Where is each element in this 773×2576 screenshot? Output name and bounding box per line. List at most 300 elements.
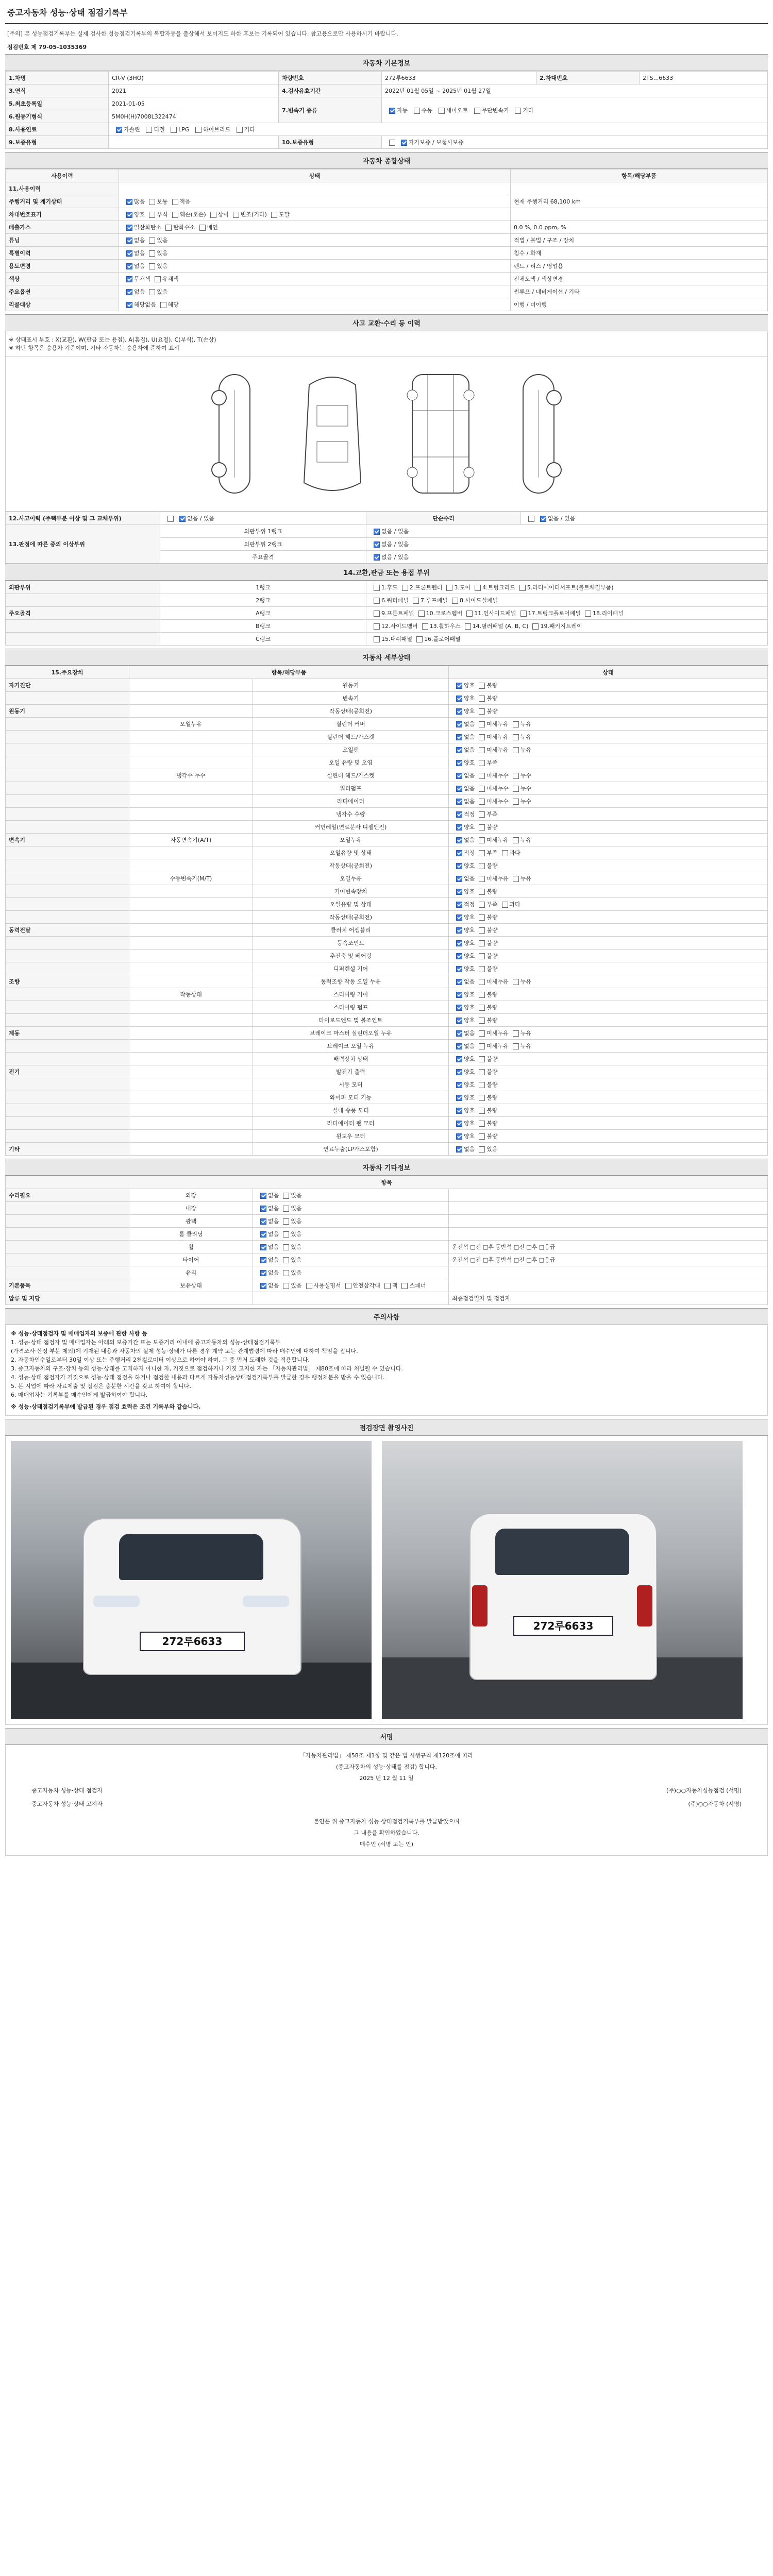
option-label: 없음 xyxy=(464,772,475,779)
checkbox-icon[interactable] xyxy=(374,554,380,561)
row-label: 리콜대상 xyxy=(6,298,119,311)
detail-subgroup xyxy=(129,1001,253,1014)
checkbox-icon[interactable] xyxy=(374,585,380,591)
checkbox-icon[interactable] xyxy=(271,212,277,218)
detail-item: 시동 모터 xyxy=(253,1078,449,1091)
value-engine-type: 5M0H(H)7008L322474 xyxy=(109,110,279,123)
checkbox-icon[interactable] xyxy=(456,1018,462,1024)
checkbox-icon[interactable] xyxy=(513,773,519,779)
checkbox-icon[interactable] xyxy=(479,1082,485,1088)
checkbox-icon[interactable] xyxy=(479,837,485,843)
basic-info-table xyxy=(5,71,768,149)
buyer-signature[interactable]: 매수인 (서명 또는 인) xyxy=(359,1841,414,1848)
option-label: 16.플로어패널 xyxy=(424,636,461,642)
table-row xyxy=(6,1241,768,1253)
checkbox-icon[interactable] xyxy=(439,108,445,114)
checkbox-icon[interactable] xyxy=(465,623,471,630)
checkbox-icon[interactable] xyxy=(126,212,132,218)
checkbox-icon[interactable] xyxy=(456,914,462,921)
checkbox-icon[interactable] xyxy=(237,127,243,133)
checkbox-icon[interactable] xyxy=(519,585,526,591)
checkbox-icon[interactable] xyxy=(456,773,462,779)
option-label: 없음 xyxy=(464,785,475,792)
detail-status xyxy=(449,872,768,885)
table-row xyxy=(6,285,768,298)
checkbox-icon[interactable] xyxy=(479,1018,485,1024)
option-label: 17.트렁크플로어패널 xyxy=(528,610,581,617)
checkbox-icon[interactable] xyxy=(260,1218,266,1225)
checkbox-icon[interactable] xyxy=(456,1095,462,1101)
section-accident-history: 사고 교환·수리 등 이력 xyxy=(5,314,768,331)
checkbox-icon[interactable] xyxy=(456,1030,462,1037)
detail-group xyxy=(6,937,129,950)
row-label: 튜닝 xyxy=(6,234,119,247)
sign-text: 「자동차관리법」 제58조 제1항 및 같은 법 시행규칙 제120조에 따라 xyxy=(299,1752,474,1759)
notes-box xyxy=(5,1325,768,1416)
table-row xyxy=(6,859,768,872)
checkbox-icon[interactable] xyxy=(345,1283,351,1289)
checkbox-icon[interactable] xyxy=(446,585,452,591)
table-row xyxy=(6,950,768,962)
checkbox-icon[interactable] xyxy=(479,721,485,727)
rank-value xyxy=(366,538,768,551)
checkbox-icon[interactable] xyxy=(283,1270,289,1276)
checkbox-icon[interactable] xyxy=(149,263,155,269)
detail-subgroup xyxy=(129,743,253,756)
option-label: 19.패키지트레이 xyxy=(540,623,582,630)
detail-group xyxy=(6,808,129,821)
detail-status xyxy=(449,795,768,808)
checkbox-icon[interactable] xyxy=(479,760,485,766)
checkbox-icon[interactable] xyxy=(149,212,155,218)
checkbox-icon[interactable] xyxy=(513,734,519,740)
checkbox-icon[interactable] xyxy=(520,611,527,617)
checkbox-icon[interactable] xyxy=(540,516,546,522)
checkbox-icon[interactable] xyxy=(502,902,508,908)
label-warranty-type: 10.보증유형 xyxy=(279,136,382,149)
checkbox-icon[interactable] xyxy=(456,927,462,934)
detail-item: 윈도우 모터 xyxy=(253,1130,449,1143)
checkbox-icon[interactable] xyxy=(456,1146,462,1153)
option-label: 불량 xyxy=(486,1120,498,1127)
detail-status xyxy=(449,1053,768,1065)
checkbox-icon[interactable] xyxy=(479,914,485,921)
other-status xyxy=(253,1189,449,1202)
checkbox-icon[interactable] xyxy=(513,747,519,753)
checkbox-icon[interactable] xyxy=(283,1283,289,1289)
table-row xyxy=(6,273,768,285)
checkbox-icon[interactable] xyxy=(149,238,155,244)
checkbox-icon[interactable] xyxy=(528,516,534,522)
detail-status xyxy=(449,692,768,705)
checkbox-icon[interactable] xyxy=(374,598,380,604)
checkbox-icon[interactable] xyxy=(513,1030,519,1037)
checkbox-icon[interactable] xyxy=(260,1244,266,1250)
checkbox-icon[interactable] xyxy=(479,708,485,715)
checkbox-icon[interactable] xyxy=(513,786,519,792)
checkbox-icon[interactable] xyxy=(260,1231,266,1238)
checkbox-icon[interactable] xyxy=(532,623,539,630)
checkbox-icon[interactable] xyxy=(456,863,462,869)
option-label: 적정 xyxy=(464,901,475,908)
checkbox-icon[interactable] xyxy=(479,953,485,959)
checkbox-icon[interactable] xyxy=(479,747,485,753)
checkbox-icon[interactable] xyxy=(513,876,519,882)
checkbox-icon[interactable] xyxy=(283,1257,289,1263)
table-row xyxy=(6,756,768,769)
checkbox-icon[interactable] xyxy=(456,824,462,831)
value-vin: 2TS...6633 xyxy=(640,72,768,84)
table-row xyxy=(6,208,768,221)
detail-group xyxy=(6,1014,129,1027)
detail-subgroup xyxy=(129,1143,253,1156)
detail-group xyxy=(6,756,129,769)
checkbox-icon[interactable] xyxy=(456,1082,462,1088)
checkbox-icon[interactable] xyxy=(479,1121,485,1127)
checkbox-icon[interactable] xyxy=(172,199,178,205)
checkbox-icon[interactable] xyxy=(389,108,395,114)
checkbox-icon[interactable] xyxy=(479,786,485,792)
detail-subgroup xyxy=(129,1091,253,1104)
detail-status xyxy=(449,782,768,795)
checkbox-icon[interactable] xyxy=(260,1270,266,1276)
option-label: 적정 xyxy=(464,811,475,818)
detail-group xyxy=(6,795,129,808)
other-status xyxy=(253,1279,449,1292)
checkbox-icon[interactable] xyxy=(199,225,206,231)
detail-group xyxy=(6,846,129,859)
checkbox-icon[interactable] xyxy=(479,992,485,998)
checkbox-icon[interactable] xyxy=(502,850,508,856)
checkbox-icon[interactable] xyxy=(401,1283,408,1289)
checkbox-icon[interactable] xyxy=(479,1005,485,1011)
option-label: 없음 xyxy=(268,1205,279,1212)
row-label: 주행거리 및 계기상태 xyxy=(6,195,119,208)
checkbox-icon[interactable] xyxy=(585,611,591,617)
checkbox-icon[interactable] xyxy=(306,1283,312,1289)
checkbox-icon[interactable] xyxy=(126,225,132,231)
label-vin: 2.차대번호 xyxy=(536,72,640,84)
detail-subgroup xyxy=(129,937,253,950)
checkbox-icon[interactable] xyxy=(456,786,462,792)
other-status xyxy=(253,1241,449,1253)
checkbox-icon[interactable] xyxy=(466,611,473,617)
checkbox-icon[interactable] xyxy=(260,1283,266,1289)
checkbox-icon[interactable] xyxy=(401,140,407,146)
checkbox-icon[interactable] xyxy=(479,966,485,972)
option-label: 없음 xyxy=(268,1257,279,1263)
option-label: 있음 xyxy=(291,1257,302,1263)
checkbox-icon[interactable] xyxy=(513,837,519,843)
table-row xyxy=(6,1279,768,1292)
checkbox-icon[interactable] xyxy=(479,850,485,856)
detail-subgroup: 오일누유 xyxy=(129,718,253,731)
detail-status xyxy=(449,679,768,692)
checkbox-icon[interactable] xyxy=(479,927,485,934)
other-item: 룸 클리닝 xyxy=(129,1228,253,1241)
detail-status xyxy=(449,1130,768,1143)
checkbox-icon[interactable] xyxy=(479,1095,485,1101)
checkbox-icon[interactable] xyxy=(418,611,425,617)
checkbox-icon[interactable] xyxy=(479,824,485,831)
checkbox-icon[interactable] xyxy=(479,876,485,882)
checkbox-icon[interactable] xyxy=(456,1043,462,1049)
detail-status xyxy=(449,1014,768,1027)
checkbox-icon[interactable] xyxy=(513,721,519,727)
dealer-signature[interactable]: (주)○○자동차 (서명) xyxy=(688,1801,742,1807)
checkbox-icon[interactable] xyxy=(456,799,462,805)
option-label: 양호 xyxy=(464,1069,475,1075)
checkbox-icon[interactable] xyxy=(479,863,485,869)
detail-item: 커먼레일(연료분사 디젤엔진) xyxy=(253,821,449,834)
checkbox-icon[interactable] xyxy=(413,598,419,604)
row-note: 렌트 / 리스 / 영업용 xyxy=(511,260,768,273)
checkbox-icon[interactable] xyxy=(456,902,462,908)
checkbox-icon[interactable] xyxy=(456,747,462,753)
checkbox-icon[interactable] xyxy=(479,1146,485,1153)
row-note: 현재 주행거리 68,100 km xyxy=(511,195,768,208)
detail-subgroup xyxy=(129,705,253,718)
checkbox-icon[interactable] xyxy=(374,611,380,617)
option-label: 양호 xyxy=(464,1081,475,1088)
checkbox-icon[interactable] xyxy=(456,966,462,972)
checkbox-icon[interactable] xyxy=(456,889,462,895)
checkbox-icon[interactable] xyxy=(374,541,380,548)
checkbox-icon[interactable] xyxy=(456,992,462,998)
option-label: 있음 xyxy=(291,1231,302,1238)
option-label: 불량 xyxy=(486,1081,498,1088)
option-label: 미세누수 xyxy=(486,785,509,792)
detail-group xyxy=(6,1091,129,1104)
option-label: 불량 xyxy=(486,888,498,895)
checkbox-icon[interactable] xyxy=(149,250,155,257)
detail-item: 작동상태(공회전) xyxy=(253,705,449,718)
inspector-signature[interactable]: (주)○○자동차성능점검 (서명) xyxy=(666,1787,742,1794)
option-label: 없음 xyxy=(464,1043,475,1049)
checkbox-icon[interactable] xyxy=(456,696,462,702)
checkbox-icon[interactable] xyxy=(167,516,174,522)
checkbox-icon[interactable] xyxy=(456,734,462,740)
checkbox-icon[interactable] xyxy=(414,108,420,114)
checkbox-icon[interactable] xyxy=(160,302,166,308)
option-label: 유채색 xyxy=(162,276,179,282)
headlight xyxy=(243,1596,289,1607)
option-label: 8.사이드실패널 xyxy=(460,597,498,604)
detail-subgroup xyxy=(129,692,253,705)
option-label: 많음 xyxy=(134,198,145,205)
part-rank: B랭크 xyxy=(160,620,366,633)
checkbox-icon[interactable] xyxy=(126,289,132,295)
checkbox-icon[interactable] xyxy=(479,902,485,908)
detail-status xyxy=(449,1027,768,1040)
detail-status xyxy=(449,808,768,821)
checkbox-icon[interactable] xyxy=(479,1043,485,1049)
option-label: 없음 xyxy=(464,837,475,843)
legend-line: ※ 상태표시 부호 : X(교환), W(판금 또는 용접), A(흠집), U(요철), C(부식), T(손상) xyxy=(9,336,216,343)
checkbox-icon[interactable] xyxy=(126,276,132,282)
checkbox-icon[interactable] xyxy=(283,1193,289,1199)
checkbox-icon[interactable] xyxy=(283,1244,289,1250)
checkbox-icon[interactable] xyxy=(283,1231,289,1238)
part-group xyxy=(6,633,160,646)
checkbox-icon[interactable] xyxy=(479,979,485,985)
checkbox-icon[interactable] xyxy=(456,1069,462,1075)
detail-subgroup xyxy=(129,1065,253,1078)
checkbox-icon[interactable] xyxy=(456,811,462,818)
checkbox-icon[interactable] xyxy=(456,850,462,856)
checkbox-icon[interactable] xyxy=(456,1056,462,1062)
checkbox-icon[interactable] xyxy=(456,837,462,843)
checkbox-icon[interactable] xyxy=(479,1108,485,1114)
table-row xyxy=(6,512,768,525)
checkbox-icon[interactable] xyxy=(210,212,216,218)
checkbox-icon[interactable] xyxy=(456,721,462,727)
checkbox-icon[interactable] xyxy=(479,1030,485,1037)
part-group: 주요골격 xyxy=(6,607,160,620)
checkbox-icon[interactable] xyxy=(149,199,155,205)
checkbox-icon[interactable] xyxy=(116,127,122,133)
table-row xyxy=(6,633,768,646)
option-label: 미세누수 xyxy=(486,772,509,779)
car-side-left-icon xyxy=(206,369,263,498)
checkbox-icon[interactable] xyxy=(456,1108,462,1114)
label-fuel: 8.사용연료 xyxy=(6,123,109,136)
detail-item: 냉각수 수량 xyxy=(253,808,449,821)
detail-status xyxy=(449,937,768,950)
option-label: 불량 xyxy=(486,1004,498,1011)
checkbox-icon[interactable] xyxy=(479,1069,485,1075)
checkbox-icon[interactable] xyxy=(456,953,462,959)
detail-subgroup xyxy=(129,1078,253,1091)
row-note: 적법 / 불법 / 구조 / 장치 xyxy=(511,234,768,247)
checkbox-icon[interactable] xyxy=(479,696,485,702)
checkbox-icon[interactable] xyxy=(384,1283,391,1289)
table-row xyxy=(6,962,768,975)
checkbox-icon[interactable] xyxy=(283,1218,289,1225)
detail-subgroup xyxy=(129,679,253,692)
checkbox-icon[interactable] xyxy=(126,263,132,269)
checkbox-icon[interactable] xyxy=(479,811,485,818)
value-year: 2021 xyxy=(109,84,279,97)
checkbox-icon[interactable] xyxy=(422,623,428,630)
checkbox-icon[interactable] xyxy=(515,108,521,114)
checkbox-icon[interactable] xyxy=(456,1133,462,1140)
option-label: 없음 xyxy=(464,1030,475,1037)
row-label: 색상 xyxy=(6,273,119,285)
checkbox-icon[interactable] xyxy=(513,979,519,985)
part-items xyxy=(366,581,768,594)
option-label: 미세누유 xyxy=(486,721,509,727)
checkbox-icon[interactable] xyxy=(195,127,201,133)
checkbox-icon[interactable] xyxy=(456,1005,462,1011)
detail-group xyxy=(6,1117,129,1130)
checkbox-icon[interactable] xyxy=(126,302,132,308)
checkbox-icon[interactable] xyxy=(402,585,408,591)
option-label: 잭 xyxy=(392,1282,398,1289)
checkbox-icon[interactable] xyxy=(389,140,395,146)
checkbox-icon[interactable] xyxy=(479,734,485,740)
option-label: 미세누유 xyxy=(486,747,509,753)
checkbox-icon[interactable] xyxy=(149,289,155,295)
checkbox-icon[interactable] xyxy=(374,623,380,630)
option-label: 미세누유 xyxy=(486,875,509,882)
detail-subgroup xyxy=(129,950,253,962)
detail-group: 자기진단 xyxy=(6,679,129,692)
checkbox-icon[interactable] xyxy=(126,250,132,257)
checkbox-icon[interactable] xyxy=(456,876,462,882)
row-note: 이행 / 미이행 xyxy=(511,298,768,311)
detail-status xyxy=(449,1065,768,1078)
general-status-table xyxy=(5,169,768,311)
checkbox-icon[interactable] xyxy=(479,1133,485,1140)
checkbox-icon[interactable] xyxy=(474,108,480,114)
checkbox-icon[interactable] xyxy=(479,940,485,946)
checkbox-icon[interactable] xyxy=(126,238,132,244)
checkbox-icon[interactable] xyxy=(165,225,172,231)
checkbox-icon[interactable] xyxy=(233,212,239,218)
checkbox-icon[interactable] xyxy=(260,1206,266,1212)
option-label: 미세누유 xyxy=(486,978,509,985)
option-label: 누수 xyxy=(520,798,532,805)
checkbox-icon[interactable] xyxy=(416,636,423,642)
option-label: 양호 xyxy=(464,1004,475,1011)
value-warranty-type xyxy=(382,136,768,149)
checkbox-icon[interactable] xyxy=(479,889,485,895)
checkbox-icon[interactable] xyxy=(456,940,462,946)
other-extra xyxy=(449,1215,768,1228)
column-header: 상태 xyxy=(119,170,511,182)
detail-group xyxy=(6,782,129,795)
checkbox-icon[interactable] xyxy=(126,199,132,205)
checkbox-icon[interactable] xyxy=(260,1257,266,1263)
checkbox-icon[interactable] xyxy=(456,979,462,985)
checkbox-icon[interactable] xyxy=(475,585,481,591)
checkbox-icon[interactable] xyxy=(456,1121,462,1127)
detail-group xyxy=(6,1130,129,1143)
license-plate: 272루6633 xyxy=(513,1616,613,1636)
checkbox-icon[interactable] xyxy=(479,773,485,779)
checkbox-icon[interactable] xyxy=(374,636,380,642)
checkbox-icon[interactable] xyxy=(283,1206,289,1212)
checkbox-icon[interactable] xyxy=(479,683,485,689)
detail-subgroup xyxy=(129,1027,253,1040)
note-line: 6. 매매업자는 기록부를 매수인에게 발급하여야 합니다. xyxy=(11,1392,148,1398)
option-label: 훼손(오손) xyxy=(179,211,206,218)
checkbox-icon[interactable] xyxy=(456,760,462,766)
detail-item: 브레이크 오일 누유 xyxy=(253,1040,449,1053)
checkbox-icon[interactable] xyxy=(513,1043,519,1049)
option-label: 있음 xyxy=(157,289,168,295)
checkbox-icon[interactable] xyxy=(479,799,485,805)
checkbox-icon[interactable] xyxy=(260,1193,266,1199)
checkbox-icon[interactable] xyxy=(172,212,178,218)
option-label: 불량 xyxy=(486,824,498,831)
checkbox-icon[interactable] xyxy=(374,529,380,535)
sign-text: 본인은 위 중고자동차 성능·상태점검기록부를 발급받았으며 xyxy=(313,1818,460,1825)
checkbox-icon[interactable] xyxy=(452,598,458,604)
label-engine-type: 6.원동기형식 xyxy=(6,110,109,123)
checkbox-icon[interactable] xyxy=(146,127,152,133)
checkbox-icon[interactable] xyxy=(155,276,161,282)
checkbox-icon[interactable] xyxy=(456,708,462,715)
detail-subgroup xyxy=(129,1130,253,1143)
checkbox-icon[interactable] xyxy=(456,683,462,689)
table-row xyxy=(6,988,768,1001)
checkbox-icon[interactable] xyxy=(513,799,519,805)
checkbox-icon[interactable] xyxy=(179,516,186,522)
checkbox-icon[interactable] xyxy=(171,127,177,133)
checkbox-icon[interactable] xyxy=(479,1056,485,1062)
